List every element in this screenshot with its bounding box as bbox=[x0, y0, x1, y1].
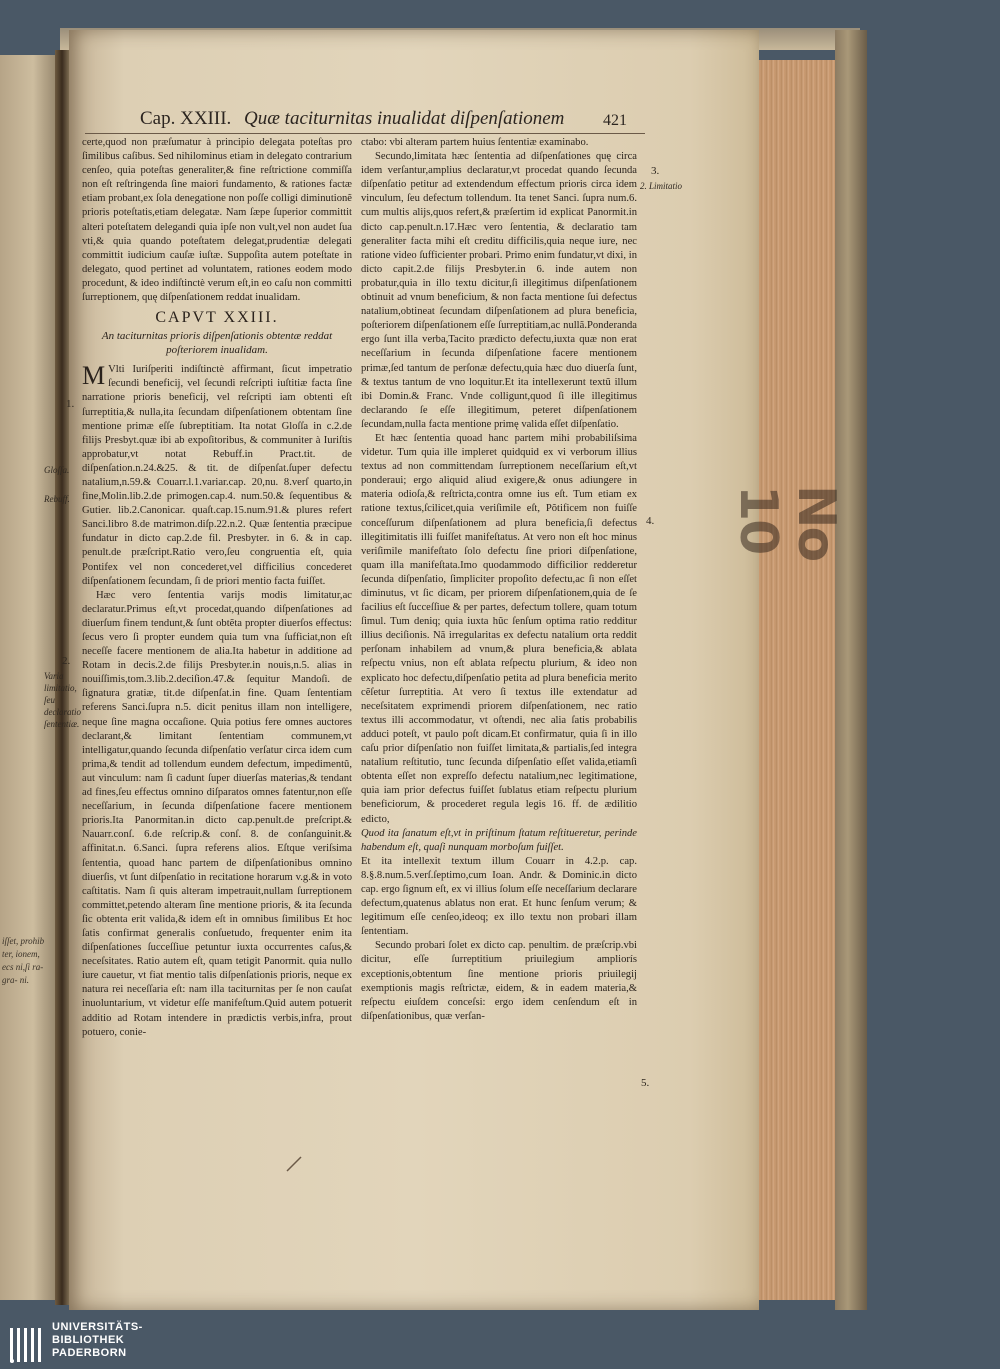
library-name bbox=[52, 1321, 143, 1360]
margin-number-3: 3. bbox=[651, 165, 660, 177]
paragraph-continued-right: ctabo: vbi alteram partem huius ſententiæ examinabo. bbox=[361, 137, 589, 148]
running-head bbox=[140, 108, 640, 130]
library-name-line-1: UNIVERSITÄTS- bbox=[52, 1321, 143, 1333]
margin-note-varia: Varia limitatio, ſeu declaratio ſententiæ. bbox=[44, 671, 81, 729]
text-column-left bbox=[82, 136, 352, 1040]
paragraph-continued: certe,quod non præſumatur à principio delegata poteſtas pro ſimilibus caſibus. Sed nihilominus etiam in delegato contrarium cenſeo, quia poteſtas generaliter,& fine reſtrictione commiſſa non eſt reſtringenda ſine maiori fundamento, & rationes factæ etiam probant,ex ſola denegatione non poſſe colligi diminutionẽ prioris poteſtatis,etiam delegatæ. Nam ſæpe ſuperior committit alteri poteſtatem delegandi quia ipſe non vult,vel non audet ſua vti,& quia quando poteſtatem delegat,prudentiæ delegati committit iudicium cauſæ iuſtæ. Suppoſita autem poteſtate in delegato, quod pertinet ad voluntatem, rationes eodem modo procedunt, & ideo indiſtinctè verum eſt,in eo caſu non committi ſurreptionem, quę diſpenſationem reddat inualidam. bbox=[82, 137, 352, 304]
quotation: Quod ita ſanatum eſt,vt in priſtinum ſtatum reſtitueretur, perinde habendum eſt, quaſi nunquam morboſum fuiſſet. bbox=[361, 827, 637, 853]
paragraph-2: Hæc vero ſententia varijs modis limitatur,ac declaratur.Primus eſt,vt procedat,quando diſpenſationes ad diuerſum finem tendunt,& ſunt obtẽta propter diuerſos effectus: ſecus vero ſi propter eundem quia tum vna ſufficiat,non eſt neceſſe facere mentionem de alia.Ita habetur in additione ad Rotam in decis.2.de filijs Presbyter.in nouis,n.5. alias in nouiſſimis,tom.3.lib.2.deciſion.47.& ſequitur Mandoſi. de ſignatura gratiæ, tit.de diſpenſat.in fine. Quam ſententiam referens Sanci.ſupra n.5. dicit penitus illam non intelligere, neque ſine magna occaſione. Quia potius fere omnes auctores declarant,& limitant ſententiam communem,vt intelligatur,quando ſecunda diſpenſatio verſatur circa idem cum prima,& tendit ad tollendum eundem defectum, impedimentũ, aut vinculum: nam ſi cadunt ſuper diuerſas materias,& tendant ad fines,ſeu effectus omnino diſparatos omnes fatentur,non eſſe neceſſarium, in ſecunda diſpenſatione facere mentionem prioris.Ita Panormitan.in dicto cap.penult.de preſcript.& Nauarr.conſ. 6.de reſcrip.& conſ. 8. de conſanguinit.& affinitat.n. 6.Sanci. ſupra referens alios. Eſtque veriſsima ſententia, quoad hanc partem de diſpenſationibus omnino diuerſis, vt ſunt diſpenſatio in recitatione horarum v.g.& in voto caſtitatis. Nam ſi quis alteram impetrauit,nullam ſurreptionem committet,petendo alteram ſine mentione prioris, & ita ſecunda ſic obtenta erit valida,& idem eſt in omnibus ſimilibus Et hoc ſatis confirmat generalis conſuetudo, frequenter enim ita diſpenſationes ſucceſſiue petuntur iuxta occurrentes caſus,& neceſsitates. Ratio autem eſt, quam tetigit Panormit. quia nullo iure cauetur, vt fiat mentio talis diſpenſationis prioris, neque ex natura rei neceſſaria eſt: nam illa taciturnitas per ſe non cauſat inuoluntarium, vt videtur eſſe manifeſtum.Quid autem potuerit additio ad Rotam intendere in prædictis verbis,infra, prout potuero, conie- bbox=[82, 589, 352, 1038]
paragraph-secundo: Secundo,limitata hæc ſententia ad diſpenſationes quę circa idem verſantur,amplius declaratur,vt procedat quando ſecunda diſpenſatio petitur ad extendendum effectum prioris circa idem vinculum, ſeu defectum tollendum. Ita tenet Sanci. ſupra num.6. cum multis alijs,quos refert,& præſertim id explicat Panormit.in dicto cap.penult.n.17.Hæc vero ſententia, & declaratio tam generaliter facta mihi eſt creditu difficilis,quia neque iure, nec ratione video ſufficienter probari. Primo enim fundatur,vt dixi, in dicto capit.2.de filijs Presbyter.in 6. inde autem non probatur,quia in illo textu dicitur,ſi illegitimus diſpenſationem obtinuit ad vnum beneficium, & non facta mentione ſui defectus natalium,obtineat ſecundam diſpenſationem ad plura beneficia, poſteriorem diſpenſationem eſſe ſurreptitiam,ac nullã.Ponderanda ergo ſunt illa verba,Tacito prædicto defectu,iuxta quæ non erat neceſſarium in ſecunda diſpenſatione facere mentionem primæ,ſed tantum de perſonæ defectu,quia hæc duo diuerſa ſunt, & textus tantum de vno loquitur.Et ita intellexerunt textũ illum ibi Domin.& Franc. Vnde colligunt,quod ſi ille illegitimus declarando ſe eſſe illegitimum, peteret diſpenſationem ſecundam,nulla facta mentione primę valida eſſet diſpenſatio. bbox=[361, 151, 637, 430]
margin-note-limitatio: 2. Limitatio bbox=[640, 181, 683, 191]
pencil-mark bbox=[285, 1155, 303, 1173]
margin-number-1: 1. bbox=[66, 398, 75, 410]
margin-number-4: 4. bbox=[646, 515, 655, 527]
chapter-label: Cap. XXIII. bbox=[140, 108, 232, 129]
margin-note-rebuff: Rebuff. bbox=[44, 494, 70, 504]
running-title: Quæ taciturnitas inualidat diſpenſationem bbox=[244, 108, 565, 129]
library-logo-icon bbox=[8, 1324, 48, 1364]
library-name-line-2: BIBLIOTHEK bbox=[52, 1334, 125, 1346]
drop-capital: M bbox=[82, 361, 106, 391]
library-stamp: No 10 bbox=[728, 485, 846, 561]
text-column-right bbox=[361, 136, 637, 1024]
paragraph-secundo-probari: Secundo probari ſolet ex dicto cap. penultim. de præſcrip.vbi dicitur, eſſe ſurreptitium priuilegium ampliorís exceptionis,obtentum ſine mentione prioris priuilegij exemptionis magis reſtrictæ, eidem, & in eadem materia,& reſpectu eiuſdem conceſsi: ergo idem cenſendum eſt in diſpenſationibus, quæ verſan- bbox=[361, 940, 637, 1022]
chapter-heading: CAPVT XXIII. bbox=[155, 309, 279, 327]
paragraph-et-ita: Et ita intellexit textum illum Couarr in 4.2.p. cap. 8.§.8.num.5.verſ.ſeptimo,cum Ioan. Andr. & Dominic.in dicto cap. ergo ſignum eſt, ex vi illius ſolum eſſe neceſſarium declarare defectum,quatenus ablatus non erat. Et hunc ſenſum verum; & legitimum eſſe cenſeo,ideoq; ex illo textu non probari illam ſententiam. bbox=[361, 855, 637, 938]
library-footer-band bbox=[0, 1320, 1000, 1369]
margin-number-2: 2. bbox=[62, 655, 71, 667]
page-number: 421 bbox=[603, 112, 627, 129]
chapter-question: An taciturnitas prioris diſpenſationis obtentæ reddat poſteriorem inualidam. bbox=[101, 330, 333, 357]
book-cover-edge bbox=[835, 30, 867, 1310]
paragraph-1: Vlti Iuriſperiti indiſtinctè affirmant, ſicut impetratio ſecundi beneficij, vel ſecundi reſcripti iuſtitiæ facta ſine narratione prioris beneficij, vel reſcripti iam obtenti eſt ſurreptitia,& nulla,ita ſecundam diſpenſationem obtentam ſine mentione primæ eſſe ſubreptitiam. Ita notat Gloſſa in c.2.de filijs Presbyt.quæ ibi ab expoſitoribus, & communiter à Iuriſtis approbatur,vt notat Rebuff.in Pract.tit. de diſpenſation.n.24.&25. & tit. de diſpenſat.ſuper defectu natalium,n.59.& Couarr.l.1.variar.cap. 20,nu. 8.verſ quarto,in fine,Molin.lib.2.de primogen.cap.4. num.50.& ſequentibus & Gutier. lib.2.Canonicar. quaſt.cap.15.num.91.& plures refert Sanci.libro 8.de matrimon.diſp.22.n.2. Quæ ſententia præcipue fundatur in dicto cap.2.de fil. Presbyter. in 6. & in cap. penult.de præſcript.Ratio vero,ſeu congruentia eſt, quia Pontifex vel non concederet,vel difficilius concederet diſpenſationem ſecundam, ſi de priori mentio facta fuiſſet. bbox=[82, 364, 352, 587]
left-page-margin-notes: iſſet, prohib ter, ionem, ecs ni,ſi ra- gra- ni. bbox=[2, 936, 45, 985]
margin-number-5: 5. bbox=[641, 1077, 650, 1089]
paragraph-et-haec: Et hæc ſententia quoad hanc partem mihi probabiliſsima videtur. Tum quia ille impleret quidquid ex vi verborum illius textus ad non committendam ſurreptionem neceſſarium eſt,vt ponderaui; ergo aliquid aliud exigere,& onus adiungere in materia odioſa,& reſtricta,contra omne ius eſt. Tum etiam ex ratione textus,ſcilicet,quia veriſimile eſt, Põtificem non fuiſſe conceſſurum diſpenſationem ad plura beneficia,ſi defectus illegitimitatis illi fuiſſet manifeſtatus. At vero non eſt hoc minus veriſimile manifeſtato ſolo defectu ſine priori diſpenſatione, quam illa manifeſtata.Imo quodammodo difficilior redderetur ſecunda diſpenſatio, ſimpliciter propoſito defectu,ac ſi non eſſet diminutus, vt ſic dicam, per priorem diſpenſationem,quia de ſe facilius eſt ſucceſſiue & per partes, defectum tollere, quam totum ſimul. Tum deniq; quia iuxta hũc ſenſum optima ratio redditur illius deciſionis. Nã irregularitas ex defectu natalium orta reddit perſonam inhabilem ad vnum,& plura beneficia,& ablata reſpectu vnius, non eſt ablata reſpectu plurium, & ideo non explicato hoc defectu,diſpenſatio petita ad plura beneficia merito cẽſetur ſurreptitia. At vero ſi textus ille extendatur ad neceſsitatem exprimendi priorem diſpenſationem, nec ratio textus illi accommodatur, vt oſtendi, nec alia ſatis probabilis adduci poteſt, vt paulo poſt dicam.Et confirmatur, quia ſi in illo caſu prior diſpenſatio non fuiſſet limitata,& partialis,ſed integra natalium reſtitutio, tunc ſecunda diſpenſatio eſſet valida,etiamſi obtenta eſſet non expreſſo defectu natalium,nec legitimatione, quia iam prior defectus fuiſſet ſublatus etiam reſpectu plurium beneficiorum, & procederet regula legis 16. ff. de ædilitio edicto, bbox=[361, 432, 637, 825]
library-name-line-3: PADERBORN bbox=[52, 1347, 127, 1359]
header-rule bbox=[85, 133, 645, 134]
margin-note-glossa: Gloſſa. bbox=[44, 465, 70, 475]
